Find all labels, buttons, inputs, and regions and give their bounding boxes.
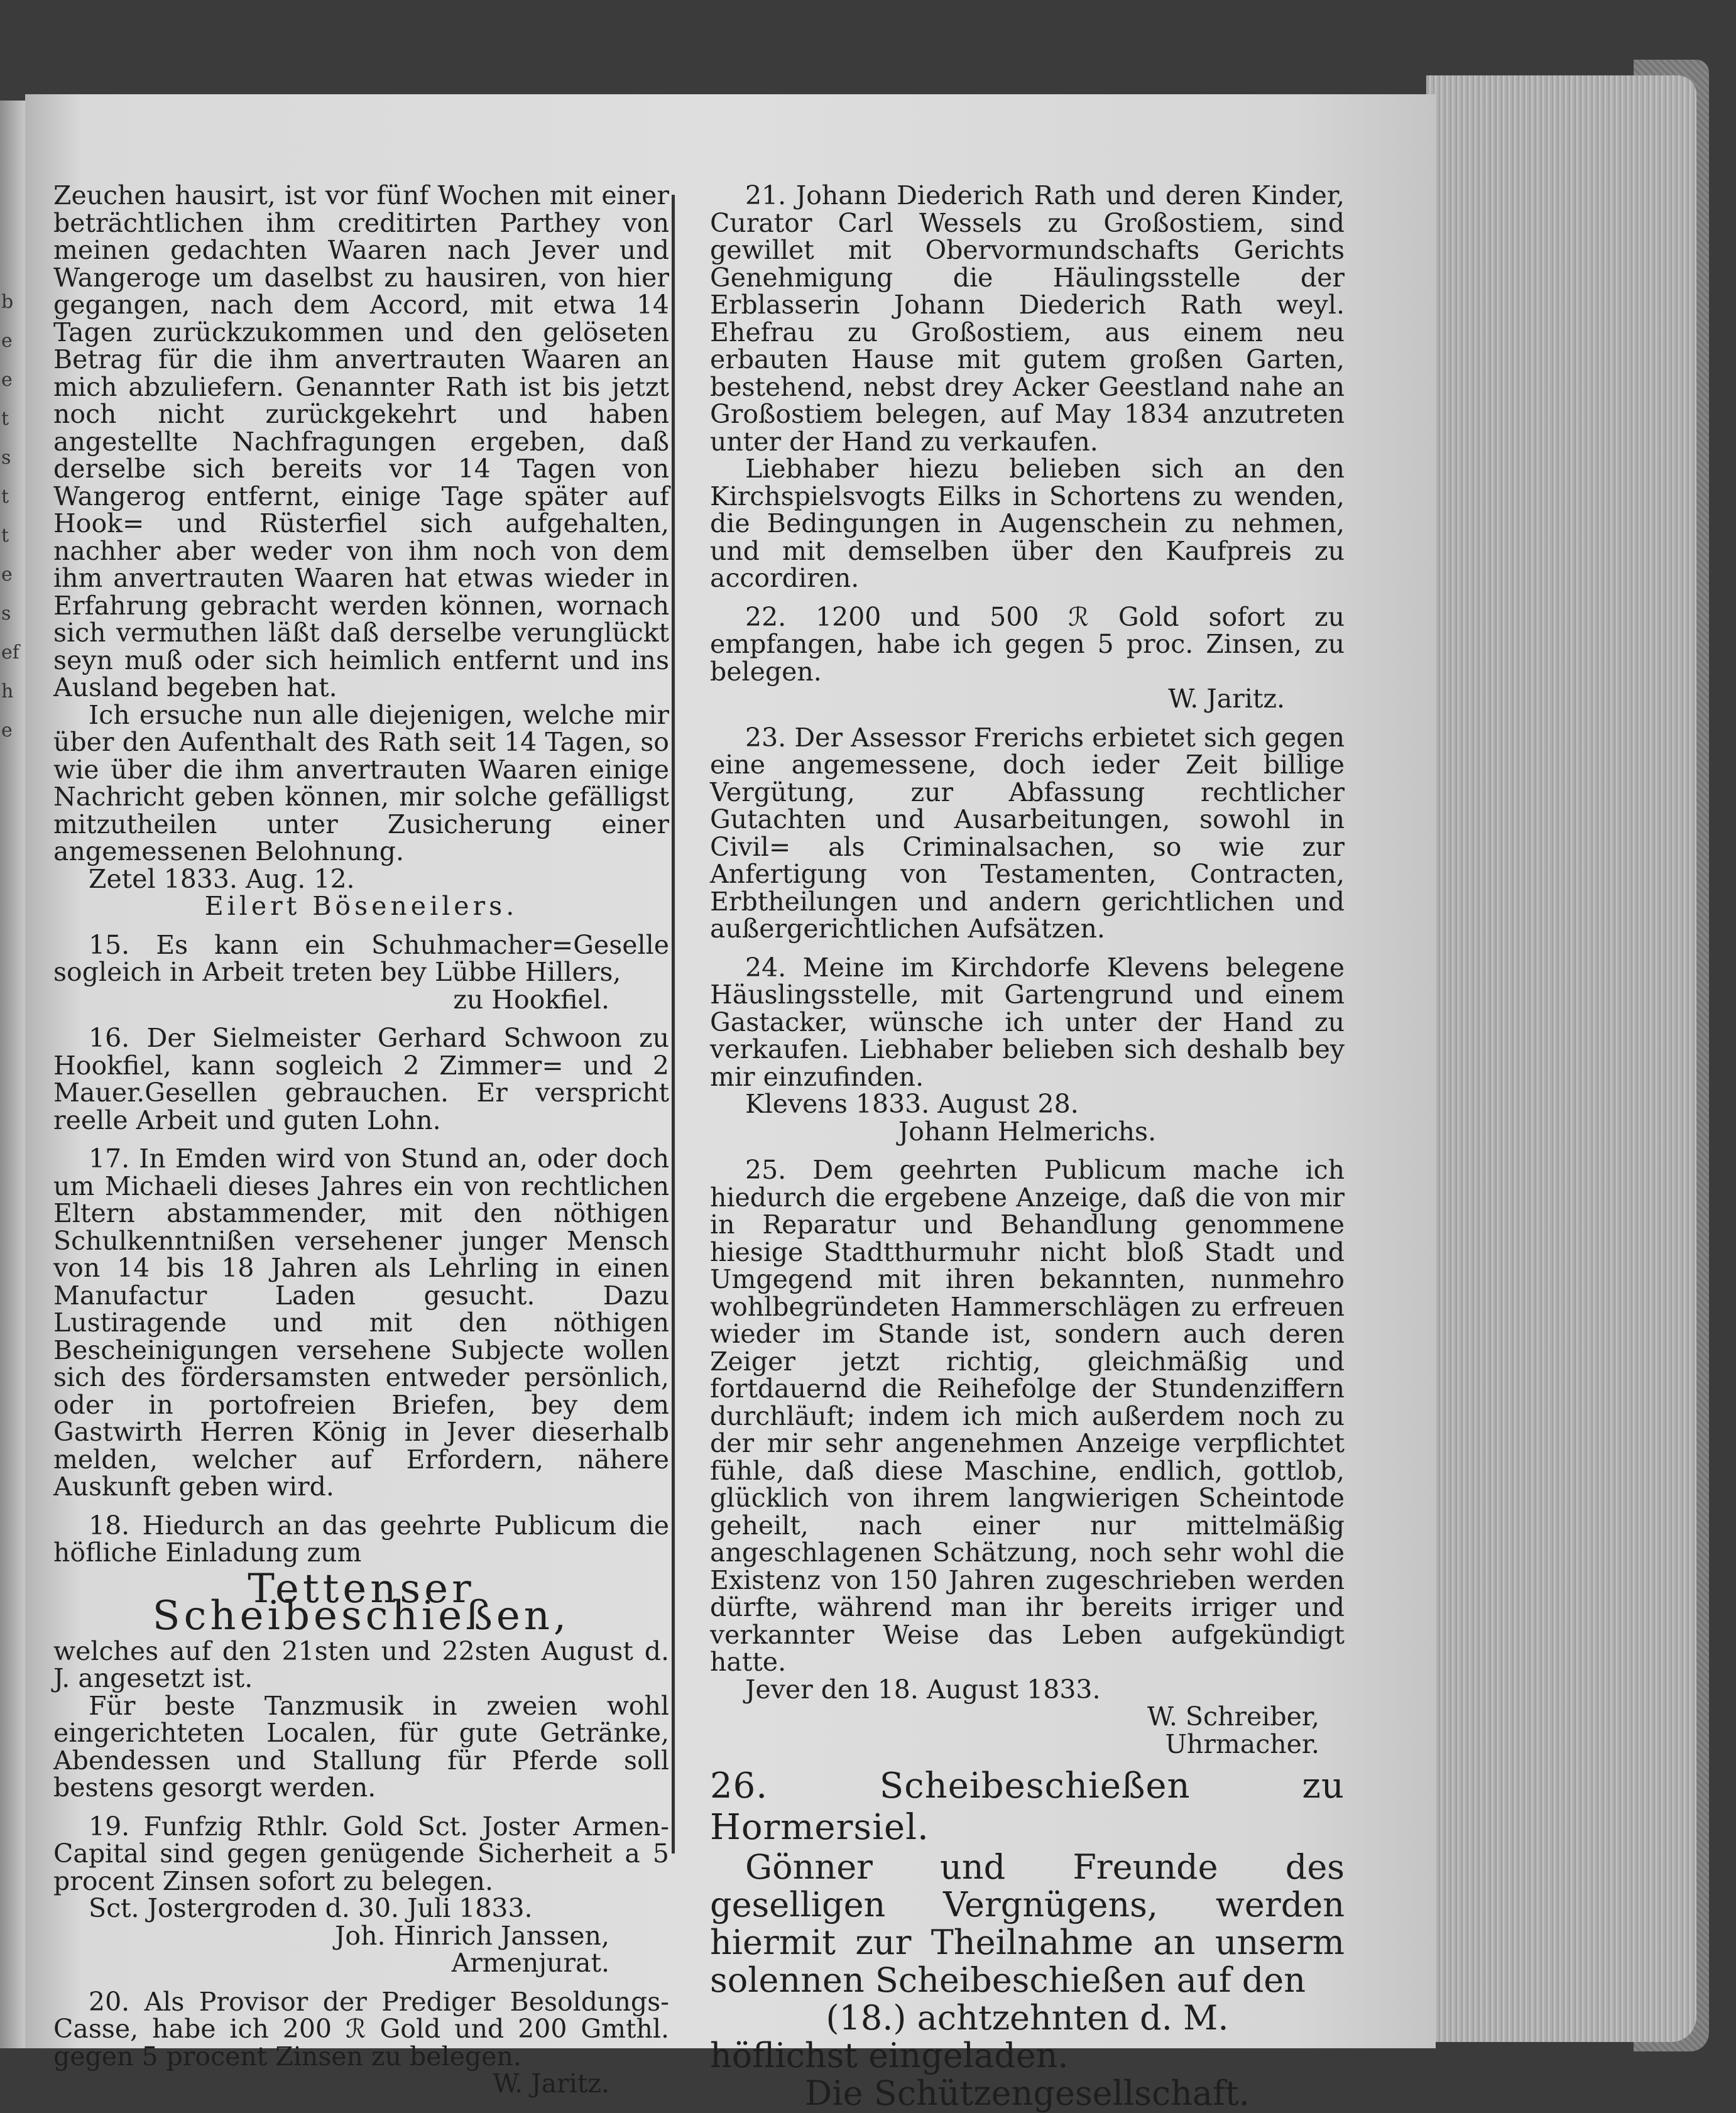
notice-request: Ich ersuche nun alle diejenigen, welche mir über den Aufenthalt des Rath seit 14 Tagen, so wie über die ihm anvertrauten Waaren einige Nachricht geben können, mir solche gefälligst mitzutheilen unter Zusicherung einer angemessenen Belohnung.	[53, 699, 669, 866]
notice-23: 23. Der Assessor Frerichs erbietet sich gegen eine angemessene, doch ieder Zeit billige Vergütung, zur Abfassung rechtlicher Gutachten und Ausarbeitungen, sowohl in Civil= als Criminalsachen, so wie zur Anfertigung von Testamenten, Contracten, Erbtheilungen und andern gerichtlichen und außergerichtlichen Aufsätzen.	[710, 722, 1345, 944]
notice-19-signature: Joh. Hinrich Janssen,	[334, 1920, 609, 1951]
notice-date: Zetel 1833. Aug. 12.	[89, 863, 355, 894]
margin-glyph: s	[1, 447, 11, 469]
column-divider	[672, 195, 675, 1854]
notice-24: 24. Meine im Kirchdorfe Klevens belegene Häuslingsstelle, mit Gartengrund und einem Gastacker, wünsche ich unter der Hand zu verkaufen. Liebhaber belieben sich deshalb bey mir einzufinden.	[710, 952, 1345, 1092]
margin-glyph: s	[1, 603, 11, 625]
margin-glyph: ef	[1, 642, 19, 663]
notice-26-date: (18.) achtzehnten d. M.	[826, 1998, 1229, 2038]
notice-25: 25. Dem geehrten Publicum mache ich hiedurch die ergebene Anzeige, daß die von mir in Reparatur und Behandlung genommene hiesige Stadtthurmuhr nicht bloß Stadt und Umgegend mit ihren bekannten, nunmehro wohlbegründeten Hammerschlägen zu erfreuen wieder im Stande ist, sondern auch deren Zeiger jetzt richtig, gleichmäßig und fortdauernd die Reihefolge der Stundenziffern durchläuft; indem ich mich außerdem noch zu der mir sehr angenehmen Anzeige verpflichtet fühle, daß diese Maschine, endlich, gottlob, glücklich von ihrem langwierigen Scheintode geheilt, nach einer nur mittelmäßig angeschlagenen Schätzung, noch sehr wohl die Existenz von 150 Jahren zugeschrieben werden dürfte, während man ihr bereits irriger und verkannter Weise das Leben aufgekündigt hatte.	[710, 1155, 1345, 1677]
notice-24-signature: Johann Helmerichs.	[898, 1116, 1157, 1147]
left-column	[53, 182, 669, 2098]
notice-26-invitation: höflichst eingeladen.	[710, 2036, 1069, 2075]
margin-glyph: b	[1, 291, 14, 313]
notice-19-title: Armenjurat.	[451, 1948, 609, 1978]
notice-26-signature: Die Schützengesellschaft.	[805, 2073, 1250, 2113]
margin-glyph: e	[1, 564, 13, 586]
notice-17: 17. In Emden wird von Stund an, oder doch um Michaeli dieses Jahres ein von rechtlichen Eltern abstammender, mit den nöthigen Schulkenntnißen versehener junger Mensch von 14 bis 18 Jahren als Lehrling in einen Manufactur Laden gesucht. Dazu Lustiragende und mit den nöthigen Bescheinigungen versehene Subjecte wollen sich des fördersamsten entweder persönlich, oder in portofreien Briefen, bey dem Gastwirth Herren König in Jever dieserhalb melden, welcher auf Erfordern, nähere Auskunft geben wird.	[53, 1144, 669, 1502]
notice-15-place: zu Hookfiel.	[453, 984, 609, 1015]
notice-20-signature: W. Jaritz.	[493, 2068, 609, 2099]
margin-glyph: t	[1, 486, 9, 508]
notice-21-contact: Liebhaber hiezu belieben sich an den Kirchspielsvogts Eilks in Schortens zu wenden, die Bedingungen in Augenschein zu nehmen, und mit demselben über den Kaufpreis zu accordiren.	[710, 454, 1345, 593]
notice-20: 20. Als Provisor der Prediger Besoldungs-Casse, habe ich 200 ℛ Gold und 200 Gmthl. gegen 5 procent Zinsen zu belegen.	[53, 1986, 669, 2072]
notice-15: 15. Es kann ein Schuhmacher=Geselle sogleich in Arbeit treten bey Lübbe Hillers,	[53, 929, 669, 987]
notice-continuation: Zeuchen hausirt, ist vor fünf Wochen mit einer beträchtlichen ihm creditirten Parthey von meinen gedachten Waaren nach Jever und Wangeroge um daselbst zu hausiren, von hier gegangen, nach dem Accord, mit etwa 14 Tagen zurückzukommen und den gelöseten Betrag für die ihm anvertrauten Waaren an mich abzuliefern. Genannter Rath ist bis jetzt noch nicht zurückgekehrt und haben angestellte Nachfragungen ergeben, daß derselbe sich bereits vor 14 Tagen von Wangerog entfernt, einige Tage später auf Hook= und Rüsterfiel sich aufgehalten, nachher aber weder von ihm noch von dem ihm anvertrauten Waaren hat etwas wieder in Erfahrung gebracht werden können, wornach sich vermuthen läßt daß derselbe verunglückt seyn muß oder sich heimlich entfernt und ins Ausland begeben hat.	[53, 180, 669, 702]
margin-glyph: h	[1, 680, 14, 702]
notice-24-date: Klevens 1833. August 28.	[745, 1089, 1079, 1119]
notice-25-date: Jever den 18. August 1833.	[745, 1674, 1101, 1705]
notice-18: 18. Hiedurch an das geehrte Publicum die höfliche Einladung zum	[53, 1510, 669, 1568]
margin-glyph: e	[1, 719, 13, 741]
notice-25-signature: W. Schreiber,	[1147, 1701, 1319, 1732]
margin-glyph: t	[1, 408, 9, 430]
newspaper-page	[25, 94, 1436, 2113]
margin-glyph: t	[1, 525, 9, 547]
right-column	[710, 182, 1345, 2112]
margin-glyph: e	[1, 330, 13, 352]
facing-page-edge	[0, 101, 25, 2048]
notice-25-title: Uhrmacher.	[1165, 1728, 1319, 1759]
notice-22-signature: W. Jaritz.	[1168, 684, 1285, 714]
notice-19-date: Sct. Jostergroden d. 30. Juli 1833.	[89, 1893, 533, 1923]
facing-page-margin-text	[1, 283, 23, 750]
margin-glyph: e	[1, 369, 13, 391]
notice-19: 19. Funfzig Rthlr. Gold Sct. Joster Armen-Capital sind gegen genügende Sicherheit a 5 procent Zinsen sofort zu belegen.	[53, 1811, 669, 1896]
notice-18-title: Tettenser Scheibeschießen,	[152, 1565, 570, 1639]
page-block-edge	[1426, 75, 1696, 2042]
notice-16: 16. Der Sielmeister Gerhard Schwoon zu Hookfiel, kann sogleich 2 Zimmer= und 2 Mauer.Gesellen gebrauchen. Er verspricht reelle Arbeit und guten Lohn.	[53, 1023, 669, 1135]
notice-26-title: 26. Scheibeschießen zu Hormersiel.	[710, 1766, 1345, 1848]
notice-18-details: Für beste Tanzmusik in zweien wohl eingerichteten Localen, für gute Getränke, Abendessen und Stallung für Pferde soll bestens gesorgt werden.	[53, 1690, 669, 1803]
notice-26: Gönner und Freunde des geselligen Vergnügens, werden hiermit zur Theilnahme an unserm solennen Scheibeschießen auf den	[710, 1847, 1345, 2000]
notice-21: 21. Johann Diederich Rath und deren Kinder, Curator Carl Wessels zu Großostiem, sind gewillet mit Obervormundschafts Gerichts Genehmigung die Häulingsstelle der Erblasserin Johann Diederich Rath weyl. Ehefrau zu Großostiem, aus einem neu erbauten Hause mit gutem großen Garten, bestehend, nebst drey Acker Geestland nahe an Großostiem belegen, auf May 1834 anzutreten unter der Hand zu verkaufen.	[710, 180, 1345, 457]
notice-18-date: welches auf den 21sten und 22sten August d. J. angesetzt ist.	[53, 1635, 669, 1693]
notice-signature: Eilert Böseneilers.	[204, 891, 518, 921]
notice-22: 22. 1200 und 500 ℛ Gold sofort zu empfangen, habe ich gegen 5 proc. Zinsen, zu belegen.	[710, 601, 1345, 687]
